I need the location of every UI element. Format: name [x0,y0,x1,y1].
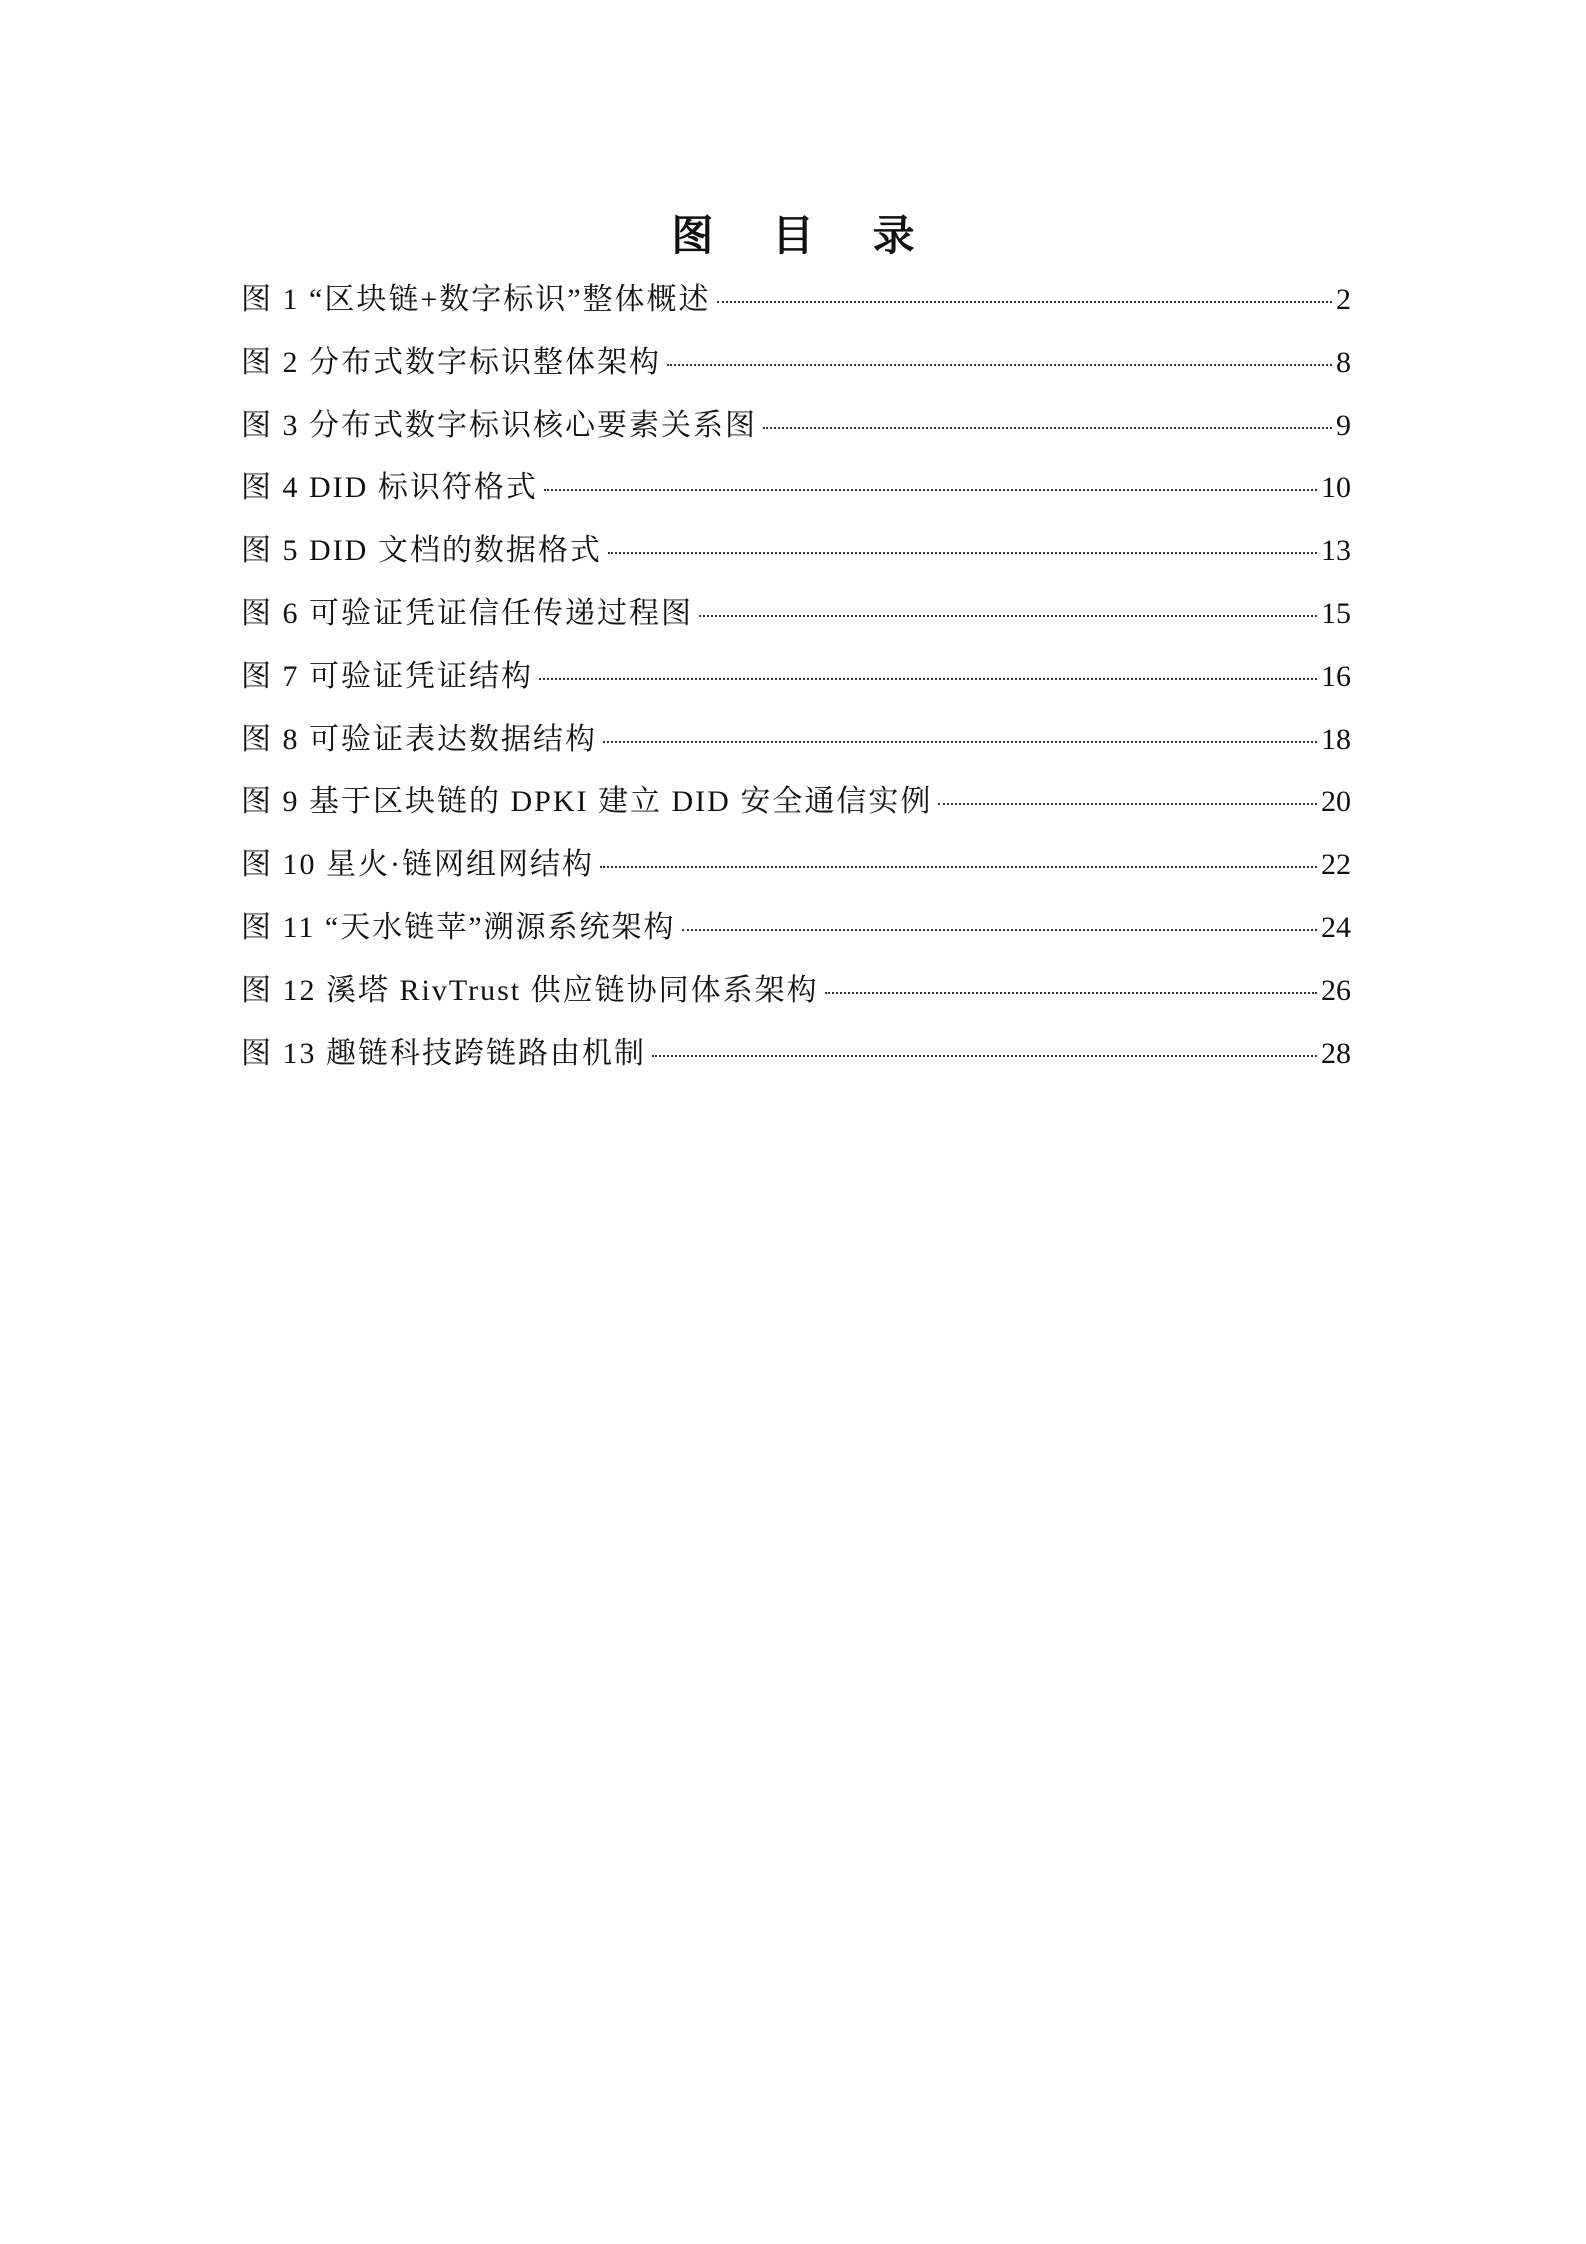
toc-entry-label: 图 1 “区块链+数字标识”整体概述 [241,283,711,316]
toc-entry-label: 图 7 可验证凭证结构 [241,659,533,693]
dot-leader [539,678,1317,680]
toc-entry-11[interactable] [241,910,1351,973]
toc-entry-page: 26 [1321,973,1351,1007]
dot-leader [825,992,1317,994]
toc-entry-page: 24 [1321,910,1351,944]
toc-entry-6[interactable] [241,596,1351,659]
toc-entry-12[interactable] [241,973,1351,1036]
toc-entry-label: 图 4 DID 标识符格式 [241,471,538,505]
toc-entry-3[interactable] [241,408,1351,471]
toc-entry-page: 8 [1336,345,1351,379]
toc-entry-1[interactable] [241,282,1351,345]
toc-entry-9[interactable] [241,784,1351,847]
dot-leader [699,615,1317,617]
toc-entry-13[interactable] [241,1036,1351,1099]
toc-entry-page: 16 [1321,659,1351,693]
toc-entry-4[interactable] [241,470,1351,533]
dot-leader [608,552,1317,554]
toc-entry-5[interactable] [241,533,1351,596]
toc-entry-label: 图 10 星火·链网组网结构 [241,848,594,882]
toc-entry-page: 28 [1321,1036,1351,1070]
dot-leader [603,741,1317,743]
toc-entry-page: 22 [1321,848,1351,882]
dot-leader [717,301,1332,303]
toc-entry-label: 图 6 可验证凭证信任传递过程图 [241,596,693,630]
toc-entry-label: 图 13 趣链科技跨链路由机制 [241,1036,646,1070]
toc-entry-label: 图 8 可验证表达数据结构 [241,722,597,756]
toc-entry-label: 图 5 DID 文档的数据格式 [241,534,602,568]
toc-entry-label: 图 11 “天水链苹”溯源系统架构 [241,910,676,944]
toc-entry-label: 图 2 分布式数字标识整体架构 [241,345,661,379]
dot-leader [652,1055,1317,1057]
toc-entry-8[interactable] [241,722,1351,785]
toc-entry-10[interactable] [241,847,1351,910]
toc-entry-2[interactable] [241,345,1351,408]
toc-entry-page: 9 [1336,408,1351,442]
dot-leader [667,364,1332,366]
toc-entry-page: 10 [1321,471,1351,505]
toc-entry-page: 13 [1321,534,1351,568]
toc-entry-page: 18 [1321,722,1351,756]
dot-leader [763,427,1332,429]
toc-entry-7[interactable] [241,659,1351,722]
dot-leader [544,489,1317,491]
toc-entry-page: 2 [1336,283,1351,316]
figure-list [241,282,1351,1098]
dot-leader [600,866,1317,868]
toc-entry-label: 图 9 基于区块链的 DPKI 建立 DID 安全通信实例 [241,785,933,819]
toc-entry-page: 15 [1321,596,1351,630]
page-title: 图 目 录 [671,211,937,260]
dot-leader [938,803,1317,805]
toc-entry-label: 图 3 分布式数字标识核心要素关系图 [241,408,757,442]
toc-entry-label: 图 12 溪塔 RivTrust 供应链协同体系架构 [241,973,819,1007]
dot-leader [682,929,1317,931]
toc-entry-page: 20 [1321,785,1351,819]
